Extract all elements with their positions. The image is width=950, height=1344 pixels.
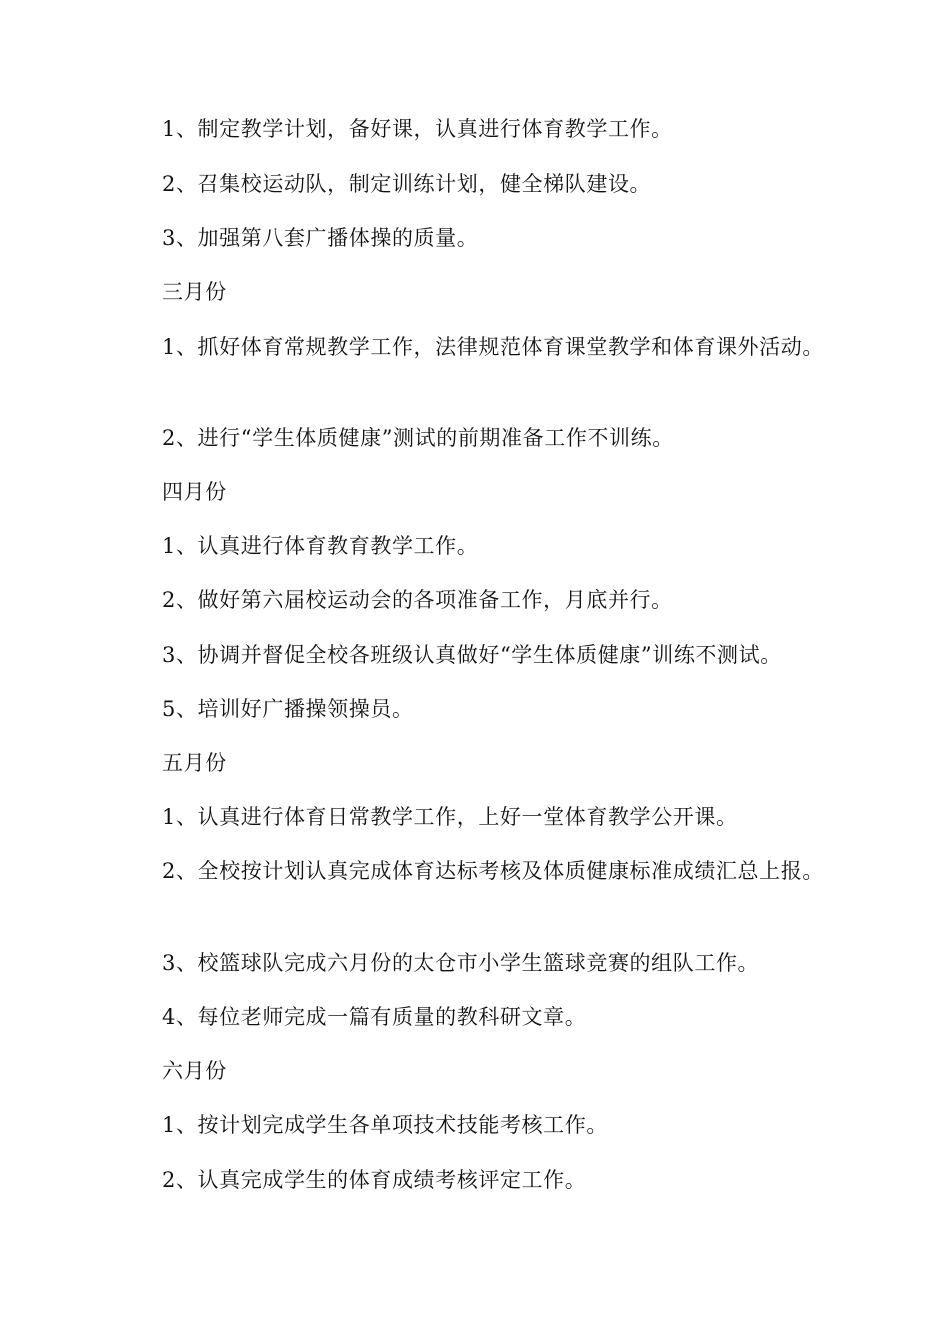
paragraph-15: 3、校篮球队完成六月份的太仓市小学生篮球竞赛的组队工作。 bbox=[162, 951, 760, 975]
section-heading-june: 六月份 bbox=[162, 1059, 227, 1083]
section-heading-april: 四月份 bbox=[162, 480, 227, 504]
paragraph-16: 4、每位老师完成一篇有质量的教科研文章。 bbox=[162, 1005, 587, 1029]
paragraph-10: 3、协调并督促全校各班级认真做好“学生体质健康”训练不测试。 bbox=[162, 643, 782, 667]
paragraph-5: 1、抓好体育常规教学工作，法律规范体育课堂教学和体育课外活动。 bbox=[162, 335, 824, 359]
paragraph-11: 5、培训好广播操领操员。 bbox=[162, 697, 414, 721]
section-heading-march: 三月份 bbox=[162, 280, 227, 304]
paragraph-13: 1、认真进行体育日常教学工作，上好一堂体育教学公开课。 bbox=[162, 805, 738, 829]
paragraph-3: 3、加强第八套广播体操的质量。 bbox=[162, 226, 479, 250]
paragraph-8: 1、认真进行体育教育教学工作。 bbox=[162, 534, 479, 558]
paragraph-9: 2、做好第六届校运动会的各项准备工作，月底并行。 bbox=[162, 588, 673, 612]
paragraph-2: 2、召集校运动队，制定训练计划，健全梯队建设。 bbox=[162, 172, 652, 196]
paragraph-19: 2、认真完成学生的体育成绩考核评定工作。 bbox=[162, 1168, 587, 1192]
paragraph-14: 2、全校按计划认真完成体育达标考核及体质健康标准成绩汇总上报。 bbox=[162, 859, 824, 883]
paragraph-1: 1、制定教学计划，备好课，认真进行体育教学工作。 bbox=[162, 117, 673, 141]
paragraph-6: 2、进行“学生体质健康”测试的前期准备工作不训练。 bbox=[162, 426, 674, 450]
section-heading-may: 五月份 bbox=[162, 751, 227, 775]
paragraph-18: 1、按计划完成学生各单项技术技能考核工作。 bbox=[162, 1113, 608, 1137]
